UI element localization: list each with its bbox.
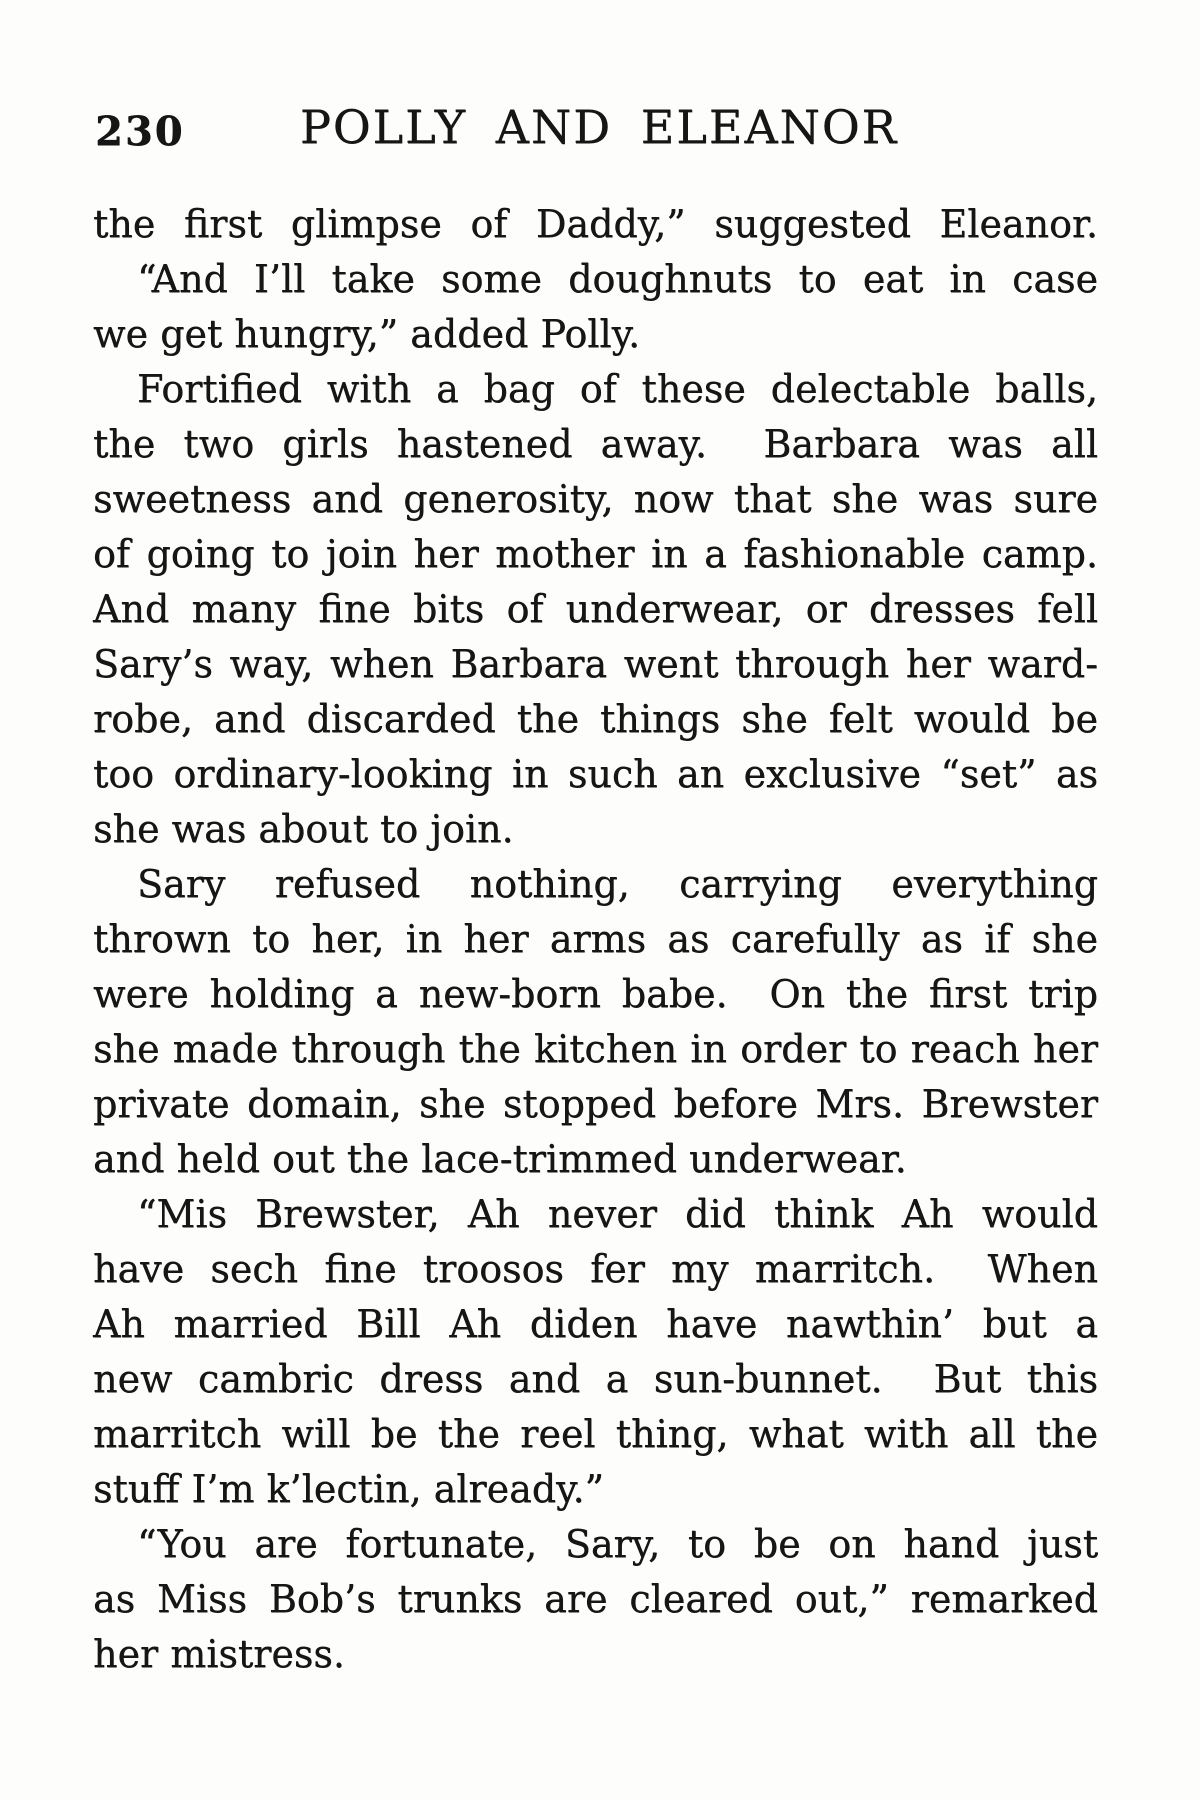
text-line: “And I’ll take some doughnuts to eat in case	[137, 257, 1098, 301]
text-line: we get hungry,” added Polly.	[93, 312, 641, 356]
text-line: and held out the lace-trimmed underwear.	[93, 1137, 907, 1181]
paragraph	[93, 857, 1098, 1187]
text-line: Sary refused nothing, carrying everything	[137, 862, 1098, 906]
page-title: POLLY AND ELEANOR	[299, 100, 899, 154]
text-line: Fortified with a bag of these delectable balls,	[137, 367, 1098, 411]
text-line: new cambric dress and a sun-bunnet. But this	[93, 1357, 1098, 1401]
text-line: she made through the kitchen in order to reach her	[93, 1027, 1098, 1071]
running-header	[93, 100, 1105, 156]
text-line: as Miss Bob’s trunks are cleared out,” remarked	[93, 1577, 1098, 1621]
text-line: have sech fine troosos fer my marritch. When	[93, 1247, 1098, 1291]
text-line: And many fine bits of underwear, or dresses fell	[93, 587, 1098, 631]
paragraph	[93, 362, 1098, 857]
paragraph	[93, 252, 1098, 362]
text-line: stuff I’m k’lectin, already.”	[93, 1467, 604, 1511]
text-line: “Mis Brewster, Ah never did think Ah would	[137, 1192, 1098, 1236]
text-line: private domain, she stopped before Mrs. Brewster	[93, 1082, 1098, 1126]
text-line: Sary’s way, when Barbara went through her ward-	[93, 642, 1098, 686]
paragraph	[93, 1187, 1098, 1517]
text-line: marritch will be the reel thing, what with all the	[93, 1412, 1098, 1456]
page-number: 230	[95, 108, 185, 155]
text-line: “You are fortunate, Sary, to be on hand just	[137, 1522, 1098, 1566]
text-line: too ordinary-looking in such an exclusive “set” as	[93, 752, 1098, 796]
paragraph	[93, 1517, 1098, 1682]
page-body	[93, 197, 1098, 1682]
text-line: the two girls hastened away. Barbara was all	[93, 422, 1098, 466]
text-line: were holding a new-born babe. On the first trip	[93, 972, 1098, 1016]
text-line: of going to join her mother in a fashionable camp.	[93, 532, 1098, 576]
text-line: the first glimpse of Daddy,” suggested Eleanor.	[93, 202, 1098, 246]
text-line: her mistress.	[93, 1632, 345, 1676]
paragraph	[93, 197, 1098, 252]
text-line: Ah married Bill Ah diden have nawthin’ but a	[93, 1302, 1098, 1346]
text-line: thrown to her, in her arms as carefully as if she	[93, 917, 1098, 961]
text-line: sweetness and generosity, now that she was sure	[93, 477, 1098, 521]
text-line: robe, and discarded the things she felt would be	[93, 697, 1098, 741]
text-line: she was about to join.	[93, 807, 514, 851]
